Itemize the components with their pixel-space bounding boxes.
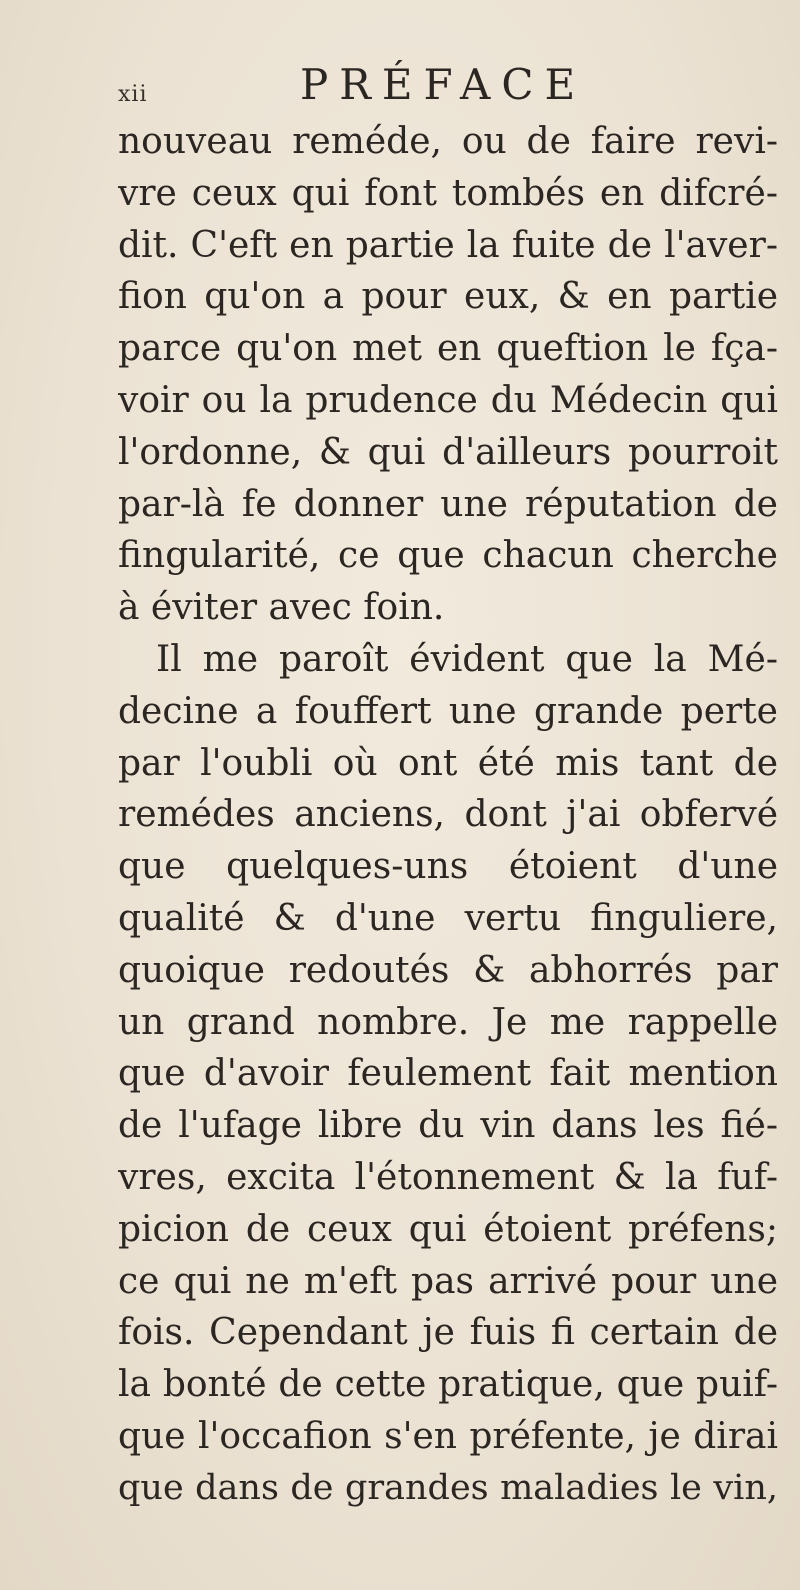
- text-line: un grand nombre. Je me rappelle: [118, 1001, 778, 1043]
- text-line: decine a fouffert une grande perte: [118, 690, 778, 732]
- text-line: picion de ceux qui étoient préfens;: [118, 1208, 778, 1250]
- page-header: [118, 60, 698, 116]
- body-text: [118, 116, 778, 1515]
- text-line: que l'occafion s'en préfente, je dirai: [118, 1415, 778, 1457]
- text-line: Il me paroît évident que la Mé-: [156, 638, 778, 680]
- text-line: que quelques-uns étoient d'une: [118, 846, 778, 888]
- page-number: xii: [118, 82, 148, 107]
- text-line: fion qu'on a pour eux, & en partie: [118, 276, 778, 318]
- text-line: la bonté de cette pratique, que puif-: [118, 1364, 778, 1406]
- text-line: quoique redoutés & abhorrés par: [118, 949, 778, 991]
- text-line: vre ceux qui font tombés en difcré-: [118, 172, 778, 214]
- text-line: par-là fe donner une réputation de: [118, 483, 778, 525]
- text-line: l'ordonne, & qui d'ailleurs pourroit: [118, 431, 778, 473]
- text-line: voir ou la prudence du Médecin qui: [118, 379, 778, 421]
- text-line: qualité & d'une vertu finguliere,: [118, 897, 778, 939]
- text-line: que dans de grandes maladies le vin,: [118, 1467, 778, 1508]
- text-line: fingularité, ce que chacun cherche: [118, 535, 778, 577]
- text-line: remédes anciens, dont j'ai obfervé: [118, 794, 778, 836]
- text-line: de l'ufage libre du vin dans les fié-: [118, 1105, 778, 1147]
- text-line: vres, excita l'étonnement & la fuf-: [118, 1156, 778, 1198]
- running-head: PRÉFACE: [300, 60, 587, 109]
- text-line: parce qu'on met en queftion le fça-: [118, 328, 778, 370]
- text-line: dit. C'eft en partie la fuite de l'aver-: [118, 224, 778, 266]
- text-line: fois. Cependant je fuis fi certain de: [118, 1312, 778, 1354]
- text-line: par l'oubli où ont été mis tant de: [118, 742, 778, 784]
- text-line: ce qui ne m'eft pas arrivé pour une: [118, 1260, 778, 1302]
- text-line: à éviter avec foin.: [118, 587, 445, 629]
- text-line: que d'avoir feulement fait mention: [118, 1053, 778, 1095]
- text-line: nouveau reméde, ou de faire revi-: [118, 121, 778, 162]
